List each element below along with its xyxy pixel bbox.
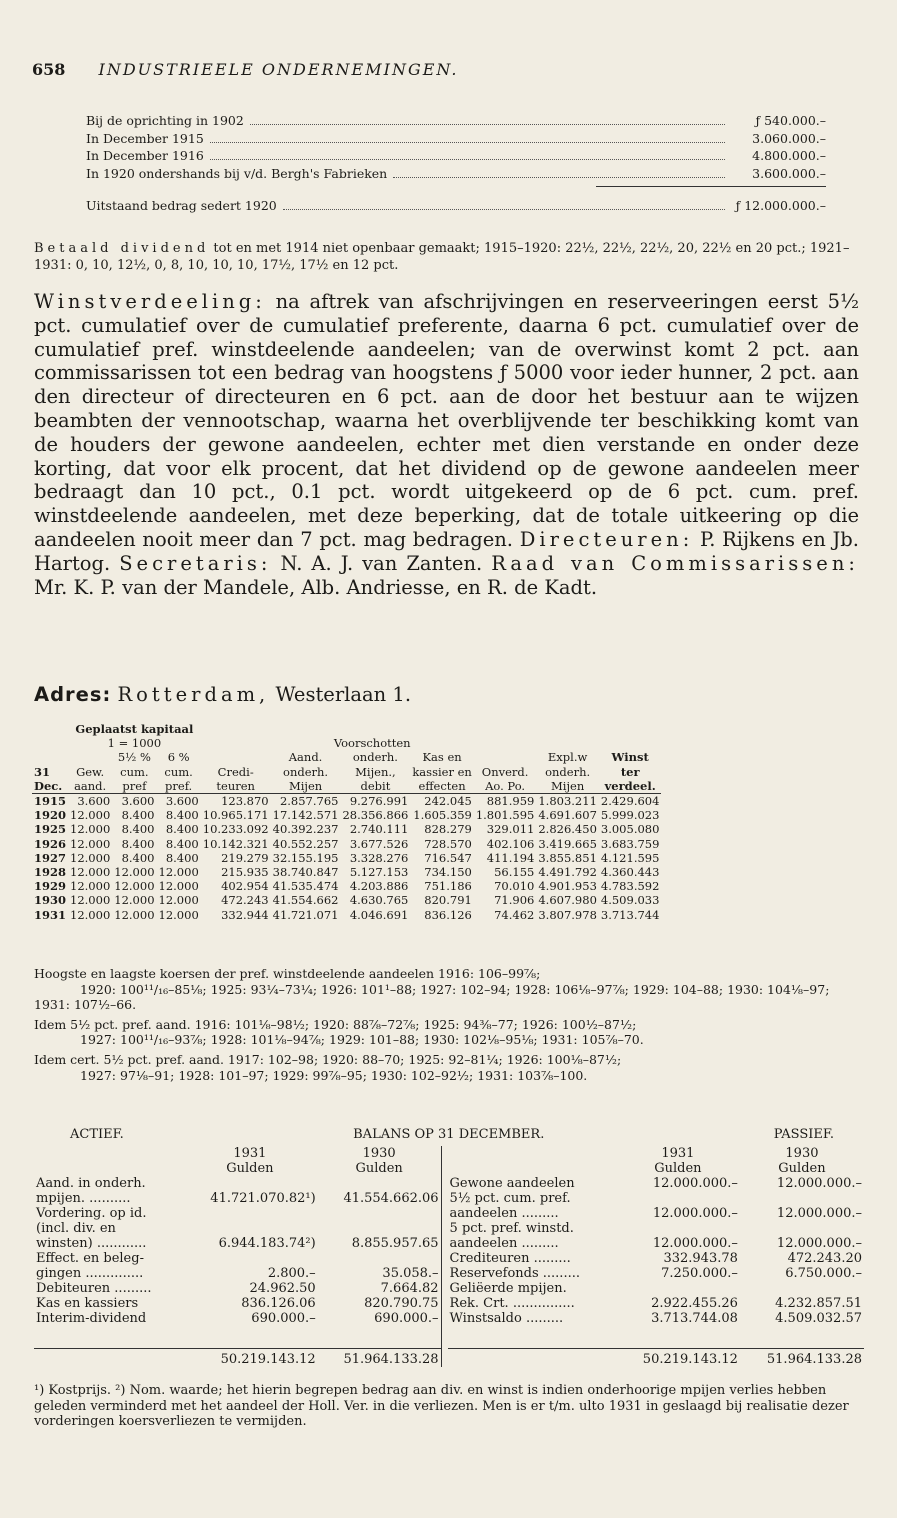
value-cell: 751.186 <box>424 879 472 894</box>
balance-row <box>34 1251 441 1266</box>
balance-amount: 4.509.032.57 <box>775 1311 862 1326</box>
value-cell: 12.000 <box>70 893 111 908</box>
capital-row: In December 1916 4.800.000.– <box>86 148 826 163</box>
balance-amount: 12.000.000.– <box>776 1176 862 1191</box>
value-cell: 472.243 <box>221 893 269 908</box>
table-row <box>32 851 661 865</box>
value-cell: 3.600 <box>165 794 199 809</box>
actief-total-1930: 51.964.133.28 <box>318 1349 441 1368</box>
capital-row: In December 1915 3.060.000.– <box>86 130 826 146</box>
value-cell: 12.000 <box>114 893 155 908</box>
value-cell: 12.000 <box>158 907 199 922</box>
balance-amount: 690.000.– <box>251 1311 316 1326</box>
value-cell: 41.554.662 <box>272 893 339 908</box>
balance-row <box>34 1236 441 1251</box>
balance-sheet <box>34 1127 864 1367</box>
directeuren-label: Directeuren: <box>519 527 694 551</box>
balance-label: aandeelen ......... <box>449 1236 559 1251</box>
balance-amount <box>318 1176 441 1191</box>
value-cell: 56.155 <box>494 865 535 880</box>
table-group-header: Geplaatst kapitaal <box>75 722 194 736</box>
balance-row <box>448 1266 864 1281</box>
value-cell: 219.279 <box>221 850 269 865</box>
balance-amount <box>182 1221 318 1236</box>
price-paragraph: Idem 5½ pct. pref. aand. 1916: 101⅛–98½; 1920: 88⅞–72⅞; 1925: 94⅜–77; 1926: 100½–87½; 1927: 100¹¹/₁₆–93⅞; 1928: 101⅛–94⅞; 1929: 101–88; 1930: 102⅛–95⅛; 1931: 105⅞–70. <box>34 1016 644 1048</box>
balance-amount: 41.721.070.82¹) <box>210 1191 316 1206</box>
balance-amount: 12.000.000.– <box>776 1236 862 1251</box>
balance-label: Aand. in onderh. <box>36 1176 146 1191</box>
balance-label: Geliëerde mpijen. <box>449 1281 567 1296</box>
balance-label: Vordering. op id. <box>36 1206 147 1221</box>
balance-amount <box>318 1251 441 1266</box>
balance-amount: 690.000.– <box>374 1311 439 1326</box>
balance-row <box>34 1191 441 1206</box>
value-cell: 2.857.765 <box>279 794 339 809</box>
value-cell: 2.740.111 <box>349 822 409 837</box>
raad-text: Mr. K. P. van der Mandele, Alb. Andriesse, en R. de Kadt. <box>34 575 598 599</box>
balance-amount: 8.855.957.65 <box>351 1236 439 1251</box>
balance-label: Rek. Crt. ............... <box>449 1296 575 1311</box>
balance-label: winsten) ............ <box>36 1236 147 1251</box>
table-row <box>32 794 661 809</box>
capital-row: In 1920 ondershands bij v/d. Bergh's Fabrieken 3.600.000.– <box>86 165 826 181</box>
dividend-paragraph <box>34 240 854 274</box>
year-cell: 1926 <box>34 836 67 851</box>
value-cell: 8.400 <box>165 850 199 865</box>
page-number: 658 <box>32 60 66 79</box>
balance-amount: 3.713.744.08 <box>651 1311 738 1326</box>
balance-row <box>448 1206 864 1221</box>
table-row <box>32 808 661 822</box>
balance-row <box>34 1311 441 1326</box>
balance-amount: 24.962.50 <box>249 1281 316 1296</box>
balance-label: 5½ pct. cum. pref. <box>449 1191 571 1206</box>
price-paragraph: Idem cert. 5½ pct. pref. aand. 1917: 102–98; 1920: 88–70; 1925: 92–81¼; 1926: 100⅛–87½; 1927: 97⅛–91; 1928: 101–97; 1929: 99⅞–95; 1930: 102–92½; 1931: 103⅞–100. <box>34 1051 622 1083</box>
value-cell: 3.855.851 <box>538 850 597 865</box>
value-cell: 8.400 <box>165 822 199 837</box>
value-cell: 12.000 <box>114 879 155 894</box>
value-cell: 332.944 <box>221 907 269 922</box>
value-cell: 2.826.450 <box>538 822 597 837</box>
value-cell: 3.419.665 <box>538 836 597 851</box>
value-cell: 881.959 <box>486 794 535 809</box>
value-cell: 12.000 <box>158 865 199 880</box>
address-street: Westerlaan 1. <box>269 683 412 706</box>
value-cell: 12.000 <box>70 836 111 851</box>
winst-text: na aftrek van afschrijvingen en reserveeringen eerst 5½ pct. cumulatief over de cumulatief preferente, daarna 6 pct. cumulatief over de cumulatief pref. winstdeelende aandeelen; van de overwinst komt 2 pct. aan commissarissen tot een bedrag van hoogstens ƒ 5000 voor ieder hunner, 2 pct. aan den directeur of directeuren en 6 pct. aan de door het bestuur aan te wijzen beambten der vennootschap, waarna het overblijvende ter beschikking komt van de houders der gewone aandeelen, echter met dien verstande en onder deze korting, dat voor elk procent, dat het dividend op de gewone aandeelen meer bedraagt dan 10 pct., 0.1 pct. wordt uitgekeerd op de 6 pct. cum. pref. winstdeelende aandeelen, met deze beperking, dat de totale uitkeering op die aandeelen nooit meer dan 7 pct. mag bedragen. <box>34 290 859 551</box>
balance-amount <box>740 1191 864 1206</box>
balance-label: Gewone aandeelen <box>449 1176 575 1191</box>
balance-amount <box>616 1221 740 1236</box>
balance-amount: 472.243.20 <box>787 1251 862 1266</box>
balance-row <box>448 1221 864 1236</box>
value-cell: 8.400 <box>121 822 155 837</box>
balance-label: gingen .............. <box>36 1266 144 1281</box>
balance-row <box>448 1311 864 1326</box>
value-cell: 4.509.033 <box>600 893 660 908</box>
value-cell: 1.801.595 <box>475 808 535 823</box>
value-cell: 70.010 <box>494 879 535 894</box>
value-cell: 728.570 <box>424 836 472 851</box>
year-cell: 1928 <box>34 865 67 880</box>
passief-total-1931: 50.219.143.12 <box>616 1349 740 1368</box>
balance-label: (incl. div. en <box>36 1221 116 1236</box>
actief-column: 1931 1930 Gulden Gulden Aand. in onderh. mpijen. .......... 41.721.070.82¹) 41.554.662.06 Vordering. op id. (incl. div. en winsten) ............ 6.944.183.74²) 8.855.957.65 Effect. en beleg- gingen .............. 2.800.– 35.058.– Debiteuren ......... 24.962.50 7.664.82 Kas en kassiers 836.126.06 820.790.75 Interim-dividend 690.000.– 690.000.– 50.219.143.12 51.964.133.28 <box>34 1146 442 1367</box>
value-cell: 215.935 <box>221 865 269 880</box>
balance-row <box>448 1281 864 1296</box>
table-row <box>32 879 661 893</box>
balance-row <box>448 1176 864 1191</box>
value-cell: 12.000 <box>70 879 111 894</box>
year-cell: 1915 <box>34 794 67 809</box>
value-cell: 12.000 <box>114 865 155 880</box>
table-row <box>32 837 661 851</box>
value-cell: 1.605.359 <box>413 808 472 823</box>
capital-history <box>86 112 826 215</box>
table-voorschotten-header: Voorschotten <box>333 736 411 751</box>
address-label: Adres: <box>34 683 112 706</box>
year-cell: 1930 <box>34 893 67 908</box>
balance-amount <box>318 1206 441 1221</box>
balance-label: Kas en kassiers <box>36 1296 139 1311</box>
value-cell: 32.155.195 <box>272 850 339 865</box>
value-cell: 4.691.607 <box>538 808 597 823</box>
balance-label: aandeelen ......... <box>449 1206 559 1221</box>
balance-row <box>448 1236 864 1251</box>
balance-amount <box>616 1281 740 1296</box>
balance-row <box>34 1221 441 1236</box>
table-pct2: 6 % <box>167 750 190 765</box>
balance-row <box>34 1281 441 1296</box>
value-cell: 4.121.595 <box>600 850 660 865</box>
balance-amount <box>182 1176 318 1191</box>
directeuren-text: P. Rijkens en Jb. Hartog. <box>34 527 859 575</box>
value-cell: 4.607.980 <box>538 893 597 908</box>
balance-label: 5 pct. pref. winstd. <box>449 1221 574 1236</box>
value-cell: 12.000 <box>70 822 111 837</box>
value-cell: 40.552.257 <box>272 836 339 851</box>
table-unit: 1 = 1000 <box>107 736 162 751</box>
value-cell: 28.356.866 <box>342 808 409 823</box>
value-cell: 12.000 <box>158 879 199 894</box>
value-cell: 5.999.023 <box>600 808 660 823</box>
value-cell: 10.233.092 <box>202 822 269 837</box>
balance-label: Effect. en beleg- <box>36 1251 144 1266</box>
financial-table: Geplaatst kapitaal 1 = 1000 Voorschotten 5½ % 6 % Aand. onderh. Kas en Expl.w Winst 31 Gew. cum. cum. Credi- onderh. Mijen., kassier en Onverd. onderh. ter Dec. aand. pref pref. teuren Mijen debit effecten Ao. Po. Mijen verdeel. 1915 3.600 3.600 3.600 123.870 2.857.765 9.276.991 242.045 881.959 1.803.211 2.429.604 1920 12.000 8.400 8.400 10.965.171 17.142.571 28.356.866 1.605.359 1.801.595 4.691.607 5.999.023 1925 12.000 8.400 8.400 10.233.092 40.392.237 2.740.111 828.279 329.011 2.826.450 3.005.080 1926 12.000 8.400 8.400 10.142.321 40.552.257 3.677.526 728.570 402.106 3.419.665 3.683.759 1927 12.000 8.400 8.400 219.279 32.155.195 3.328.276 716.547 411.194 3.855.851 4.121.595 1928 12.000 12.000 12.000 215.935 38.740.847 5.127.153 734.150 56.155 4.491.792 4.360.443 1929 12.000 12.000 12.000 402.954 41.535.474 4.203.886 751.186 70.010 4.901.953 4.783.592 1930 12.000 12.000 12.000 472.243 41.554.662 4.630.765 820.791 71.906 4.607.980 4.509.033 1931 12.000 12.000 12.000 332.944 41.721.071 4.046.691 836.126 74.462 3.807.978 3.713.744 <box>34 722 660 922</box>
winst-label: Winstverdeeling: <box>34 290 266 313</box>
address-city: Rotterdam, <box>117 683 270 706</box>
capital-total: Uitstaand bedrag sedert 1920 ƒ 12.000.000.– <box>86 198 826 213</box>
value-cell: 8.400 <box>121 836 155 851</box>
balance-amount: 35.058.– <box>382 1266 439 1281</box>
balance-label: Winstsaldo ......... <box>449 1311 564 1326</box>
balance-amount <box>318 1221 441 1236</box>
value-cell: 3.005.080 <box>600 822 660 837</box>
value-cell: 74.462 <box>494 907 535 922</box>
value-cell: 3.328.276 <box>349 850 409 865</box>
value-cell: 3.807.978 <box>538 907 597 922</box>
value-cell: 8.400 <box>165 808 199 823</box>
balance-amount: 6.944.183.74²) <box>218 1236 316 1251</box>
value-cell: 3.713.744 <box>600 907 660 922</box>
value-cell: 5.127.153 <box>349 865 409 880</box>
actief-label: ACTIEF. <box>70 1127 124 1142</box>
value-cell: 4.203.886 <box>349 879 409 894</box>
balance-amount: 12.000.000.– <box>652 1206 738 1221</box>
balance-amount: 7.250.000.– <box>661 1266 738 1281</box>
value-cell: 4.630.765 <box>349 893 409 908</box>
raad-label: Raad van Commissarissen: <box>491 551 859 575</box>
year-cell: 1920 <box>34 808 67 823</box>
value-cell: 2.429.604 <box>600 794 660 809</box>
balance-amount: 820.790.75 <box>364 1296 439 1311</box>
value-cell: 12.000 <box>70 850 111 865</box>
balance-amount <box>740 1281 864 1296</box>
value-cell: 836.126 <box>424 907 472 922</box>
table-row <box>32 865 661 879</box>
page-title: INDUSTRIEELE ONDERNEMINGEN. <box>98 60 459 79</box>
footnotes: ¹) Kostprijs. ²) Nom. waarde; het hierin begrepen bedrag aan div. en winst is indien onderhoorige mpijen verlies hebben geleden verminderd met het aandeel der Holl. Ver. in die verliezen. Men is er t/m. ulto 1931 in geslaagd bij realisatie dezer vorderingen koersverliezen te vermijden. <box>34 1383 849 1429</box>
balance-amount: 12.000.000.– <box>776 1206 862 1221</box>
balance-row <box>448 1296 864 1311</box>
value-cell: 734.150 <box>424 865 472 880</box>
value-cell: 12.000 <box>114 907 155 922</box>
balance-label: Reservefonds ......... <box>449 1266 580 1281</box>
balance-amount: 332.943.78 <box>663 1251 738 1266</box>
value-cell: 3.600 <box>77 794 111 809</box>
balance-row <box>34 1296 441 1311</box>
value-cell: 8.400 <box>121 808 155 823</box>
share-prices <box>34 966 864 1087</box>
balance-row <box>34 1176 441 1191</box>
year-cell: 1925 <box>34 822 67 837</box>
value-cell: 402.954 <box>221 879 269 894</box>
table-pct1: 5½ % <box>117 750 151 765</box>
balance-amount: 836.126.06 <box>241 1296 316 1311</box>
address-line <box>34 683 411 706</box>
value-cell: 12.000 <box>70 808 111 823</box>
balance-amount <box>182 1206 318 1221</box>
balance-label: mpijen. .......... <box>36 1191 131 1206</box>
balance-amount: 4.232.857.51 <box>775 1296 862 1311</box>
balance-title: BALANS OP 31 DECEMBER. <box>353 1127 545 1142</box>
year-cell: 1927 <box>34 850 67 865</box>
value-cell: 242.045 <box>424 794 472 809</box>
value-cell: 38.740.847 <box>272 865 339 880</box>
price-paragraph: Hoogste en laagste koersen der pref. winstdeelende aandeelen 1916: 106–99⅞; 1920: 100¹¹/₁₆–85⅛; 1925: 93¼–73¼; 1926: 101¹–88; 1927: 102–94; 1928: 106⅛–97⅞; 1929: 104–88; 1930: 104⅛–97; 1931: 107½–66. <box>34 966 830 1013</box>
value-cell: 12.000 <box>70 907 111 922</box>
secretaris-label: Secretaris: <box>119 551 272 575</box>
value-cell: 820.791 <box>424 893 472 908</box>
value-cell: 4.046.691 <box>349 907 409 922</box>
balance-amount: 41.554.662.06 <box>343 1191 439 1206</box>
value-cell: 716.547 <box>424 850 472 865</box>
balance-amount: 2.800.– <box>267 1266 316 1281</box>
sum-rule <box>596 186 826 195</box>
value-cell: 123.870 <box>221 794 269 809</box>
secretaris-text: N. A. J. van Zanten. <box>271 551 492 575</box>
value-cell: 41.535.474 <box>272 879 339 894</box>
page-header <box>32 60 458 79</box>
balance-label: Debiteuren ......... <box>36 1281 152 1296</box>
passief-label: PASSIEF. <box>773 1127 834 1142</box>
passief-total-1930: 51.964.133.28 <box>740 1349 864 1368</box>
balance-row <box>448 1251 864 1266</box>
value-cell: 329.011 <box>486 822 535 837</box>
value-cell: 828.279 <box>424 822 472 837</box>
value-cell: 4.783.592 <box>600 879 660 894</box>
value-cell: 4.360.443 <box>600 865 660 880</box>
table-row <box>32 893 661 907</box>
value-cell: 40.392.237 <box>272 822 339 837</box>
value-cell: 3.600 <box>121 794 155 809</box>
value-cell: 8.400 <box>121 850 155 865</box>
balance-row <box>34 1266 441 1281</box>
value-cell: 4.901.953 <box>538 879 597 894</box>
value-cell: 3.677.526 <box>349 836 409 851</box>
profit-distribution-paragraph <box>34 290 859 599</box>
year-cell: 1929 <box>34 879 67 894</box>
balance-label: Interim-dividend <box>36 1311 147 1326</box>
balance-amount <box>616 1191 740 1206</box>
capital-row: Bij de oprichting in 1902 ƒ 540.000.– <box>86 113 826 128</box>
balance-row <box>448 1191 864 1206</box>
value-cell: 10.965.171 <box>202 808 269 823</box>
value-cell: 10.142.321 <box>202 836 269 851</box>
value-cell: 402.106 <box>486 836 535 851</box>
value-cell: 12.000 <box>158 893 199 908</box>
balance-label: Crediteuren ......... <box>449 1251 571 1266</box>
balance-row <box>34 1206 441 1221</box>
value-cell: 3.683.759 <box>600 836 660 851</box>
dividend-label: Betaald dividend <box>34 241 210 256</box>
actief-total-1931: 50.219.143.12 <box>182 1349 318 1368</box>
balance-amount: 2.922.455.26 <box>651 1296 738 1311</box>
balance-amount <box>740 1221 864 1236</box>
value-cell: 1.803.211 <box>538 794 597 809</box>
balance-amount: 12.000.000.– <box>652 1236 738 1251</box>
table-row <box>32 908 661 922</box>
value-cell: 411.194 <box>486 850 535 865</box>
value-cell: 41.721.071 <box>272 907 339 922</box>
balance-amount: 12.000.000.– <box>652 1176 738 1191</box>
value-cell: 12.000 <box>70 865 111 880</box>
table-row <box>32 822 661 836</box>
balance-amount: 6.750.000.– <box>785 1266 862 1281</box>
value-cell: 8.400 <box>165 836 199 851</box>
year-cell: 1931 <box>34 907 67 922</box>
dividend-text: tot en met 1914 niet openbaar gemaakt; 1915–1920: 22½, 22½, 22½, 20, 22½ en 20 pct.; 1921–1931: 0, 10, 12½, 0, 8, 10, 10, 10, 17½, 17½ en 12 pct. <box>34 241 850 273</box>
passief-column: 1931 1930 Gulden Gulden Gewone aandeelen 12.000.000.– 12.000.000.– 5½ pct. cum. pref. aandeelen ......... 12.000.000.– 12.000.000.– 5 pct. pref. winstd. aandeelen ......... 12.000.000.– 12.000.000.– Crediteuren ......... 332.943.78 472.243.20 Reservefonds ......... 7.250.000.– 6.750.000.– Geliëerde mpijen. Rek. Crt. ............... 2.922.455.26 4.232.857.51 Winstsaldo ......... 3.713.744.08 4.509.032.57 50.219.143.12 51.964.133.28 <box>449 1146 862 1367</box>
value-cell: 9.276.991 <box>349 794 409 809</box>
value-cell: 4.491.792 <box>538 865 597 880</box>
balance-amount <box>182 1251 318 1266</box>
balance-amount: 7.664.82 <box>380 1281 439 1296</box>
value-cell: 17.142.571 <box>272 808 339 823</box>
value-cell: 71.906 <box>494 893 535 908</box>
